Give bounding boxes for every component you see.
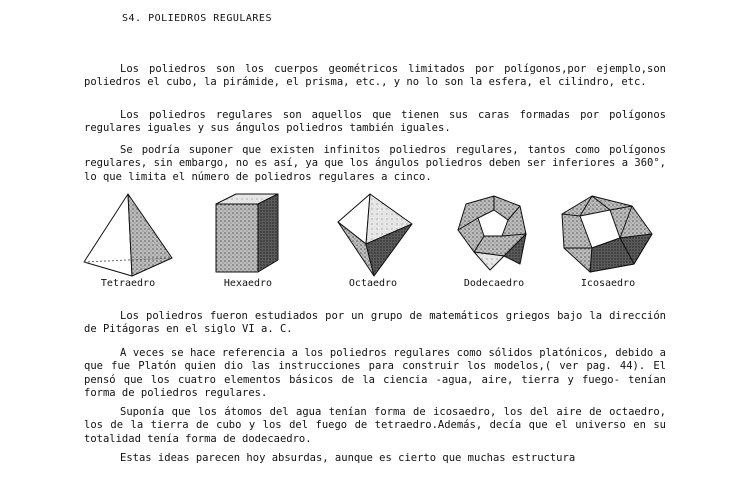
caption-hexaedro: Hexaedro [223, 278, 273, 289]
octahedron-drawing [338, 194, 412, 276]
tetrahedron-drawing [84, 194, 172, 276]
paragraph-ideas-absurd: Estas ideas parecen hoy absurdas, aunque es cierto que muchas estructura [120, 451, 576, 464]
paragraph-pythagoras: Los poliedros fueron estudiados por un grupo de matemáticos griegos bajo la dirección de Pitágoras en el siglo VI a. C. [84, 309, 666, 336]
paragraph-atoms: Suponía que los átomos del agua tenían forma de icosaedro, los del aire de octaedro, los de la tierra de cubo y los del fuego de tetraedro.Además, decía que el universo en su totalidad tenía forma de dodecaedro. [84, 405, 666, 445]
dodecahedron-drawing [458, 196, 526, 270]
caption-icosaedro: Icosaedro [580, 278, 636, 289]
caption-tetraedro: Tetraedro [100, 278, 156, 289]
paragraph-five-polyhedra: Se podría suponer que existen infinitos poliedros regulares, tantos como polígonos regulares, sin embargo, no es así, ya que los ángulos poliedros deben ser inferiores a 360°, lo que limita el número de poliedros regulares a cinco. [84, 143, 666, 183]
paragraph-platonic-solids: A veces se hace referencia a los poliedros regulares como sólidos platónicos, debido a que fue Platón quien dio las instrucciones para construir los modelos,( ver pag. 44). El pensó que los cuatro elementos básicos de la ciencia -agua, aire, tierra y fuego- tenían forma de poliedros regulares. [84, 346, 666, 400]
caption-dodecaedro: Dodecaedro [463, 278, 525, 289]
section-heading: S4. POLIEDROS REGULARES [122, 13, 272, 24]
hexahedron-drawing [216, 194, 278, 272]
icosahedron-drawing [562, 196, 652, 272]
paragraph-regular-polyhedra: Los poliedros regulares son aquellos que tienen sus caras formadas por polígonos regulares iguales y sus ángulos poliedros también iguales. [84, 108, 666, 135]
caption-octaedro: Octaedro [348, 278, 398, 289]
paragraph-definition: Los poliedros son los cuerpos geométricos limitados por polígonos,por ejemplo,son poliedros el cubo, la pirámide, el prisma, etc., y no lo son la esfera, el cilindro, etc. [84, 62, 666, 89]
platonic-solids-figure [80, 192, 670, 290]
platonic-solids-drawings [80, 192, 670, 278]
